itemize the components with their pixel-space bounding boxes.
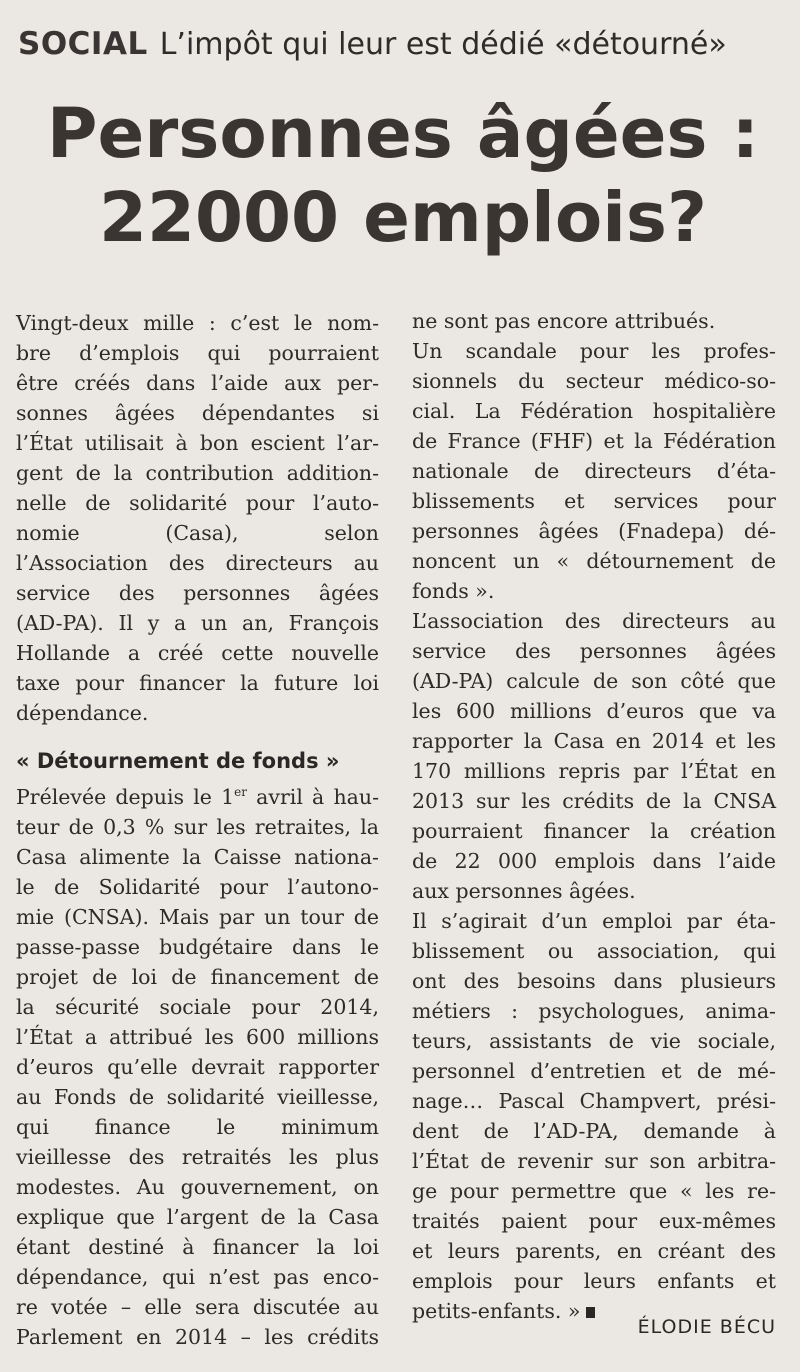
text-line: (AD-PA). Il y a un an, François bbox=[16, 611, 379, 635]
text-line: nomie (Casa), selon bbox=[16, 521, 379, 545]
text-line: taxe pour financer la future loi bbox=[16, 671, 379, 695]
text-line: rapporter la Casa en 2014 et les bbox=[412, 729, 776, 753]
text-line: projet de loi de financement de bbox=[16, 965, 379, 989]
text-line: teurs, assistants de vie sociale, bbox=[412, 1029, 776, 1053]
text-line: sonnes âgées dépendantes si bbox=[16, 401, 379, 425]
text-line: explique que l’argent de la Casa bbox=[16, 1205, 379, 1229]
text-line: personnes âgées (Fnadepa) dé- bbox=[412, 519, 776, 543]
text-line: l’État utilisait à bon escient l’ar- bbox=[16, 431, 379, 455]
text-line: vieillesse des retraités les plus bbox=[16, 1145, 379, 1169]
text-line: re votée – elle sera discutée au bbox=[16, 1295, 379, 1319]
body-paragraph bbox=[412, 336, 776, 606]
continuation-paragraph bbox=[412, 306, 776, 336]
text-line: Casa alimente la Caisse nationa- bbox=[16, 845, 379, 869]
text-line: nelle de solidarité pour l’auto- bbox=[16, 491, 379, 515]
text-line: et leurs parents, en créant des bbox=[412, 1239, 776, 1263]
text-line: nationale de directeurs d’éta- bbox=[412, 459, 776, 483]
author-byline: ÉLODIE BÉCU bbox=[637, 1316, 776, 1338]
text-line: sionnels du secteur médico-so- bbox=[412, 369, 776, 393]
text-line: personnel d’entretien et de mé- bbox=[412, 1059, 776, 1083]
end-of-article-mark bbox=[586, 1307, 595, 1318]
text-line: ge pour permettre que « les re- bbox=[412, 1179, 776, 1203]
text-line: l’Association des directeurs au bbox=[16, 551, 379, 575]
right-column bbox=[412, 306, 776, 1326]
section-rubric: SOCIAL bbox=[18, 26, 148, 62]
text-line: les 600 millions d’euros que va bbox=[412, 699, 776, 723]
text-line: passe-passe budgétaire dans le bbox=[16, 935, 379, 959]
text-line: bre d’emplois qui pourraient bbox=[16, 341, 379, 365]
text-line: 2013 sur les crédits de la CNSA bbox=[412, 789, 776, 813]
text-line: blissement ou association, qui bbox=[412, 939, 776, 963]
ordinal-superscript: er bbox=[234, 785, 247, 800]
left-column bbox=[16, 308, 379, 1352]
text-line: emplois pour leurs enfants et bbox=[412, 1269, 776, 1293]
text-line: noncent un « détournement de bbox=[412, 549, 776, 573]
subheading: « Détournement de fonds » bbox=[16, 749, 340, 773]
body-paragraph bbox=[412, 606, 776, 906]
text-line: dépendance, qui n’est pas enco- bbox=[16, 1265, 379, 1289]
text-line: Un scandale pour les profes- bbox=[412, 339, 776, 363]
intro-paragraph bbox=[16, 308, 379, 728]
text-line: Parlement en 2014 – les crédits bbox=[16, 1325, 379, 1349]
text-line: dent de l’AD-PA, demande à bbox=[412, 1119, 776, 1143]
text-line: le de Solidarité pour l’autono- bbox=[16, 875, 379, 899]
text-line: Il s’agirait d’un emploi par éta- bbox=[412, 909, 776, 933]
text-line: être créés dans l’aide aux per- bbox=[16, 371, 379, 395]
headline-line-1: Personnes âgées : bbox=[46, 94, 760, 174]
text-line: l’État de revenir sur son arbitra- bbox=[412, 1149, 776, 1173]
article-deck: L’impôt qui leur est dédié «détourné» bbox=[159, 27, 727, 62]
text-fragment: petits-enfants. » bbox=[412, 1299, 581, 1323]
text-line: Vingt-deux mille : c’est le nom- bbox=[16, 311, 379, 335]
text-line-with-superscript bbox=[16, 782, 379, 812]
text-line: gent de la contribution addition- bbox=[16, 461, 379, 485]
text-line: ont des besoins dans plusieurs bbox=[412, 969, 776, 993]
text-line: étant destiné à financer la loi bbox=[16, 1235, 379, 1259]
text-line: blissements et services pour bbox=[412, 489, 776, 513]
text-line: cial. La Fédération hospitalière bbox=[412, 399, 776, 423]
text-line: teur de 0,3 % sur les retraites, la bbox=[16, 815, 379, 839]
text-line: modestes. Au gouvernement, on bbox=[16, 1175, 379, 1199]
headline-line-2: 22000 emplois? bbox=[99, 178, 707, 258]
text-line: métiers : psychologues, anima- bbox=[412, 999, 776, 1023]
text-fragment: avril à hau- bbox=[247, 785, 379, 809]
text-line: d’euros qu’elle devrait rapporter bbox=[16, 1055, 379, 1079]
text-line: mie (CNSA). Mais par un tour de bbox=[16, 905, 379, 929]
text-line: L’association des directeurs au bbox=[412, 609, 776, 633]
text-line: de 22 000 emplois dans l’aide bbox=[412, 849, 776, 873]
body-paragraph bbox=[16, 782, 379, 1352]
text-line: qui finance le minimum bbox=[16, 1115, 379, 1139]
text-line: (AD-PA) calcule de son côté que bbox=[412, 669, 776, 693]
text-line: service des personnes âgées bbox=[16, 581, 379, 605]
headline bbox=[18, 92, 788, 260]
text-line: au Fonds de solidarité vieillesse, bbox=[16, 1085, 379, 1109]
text-line: fonds ». bbox=[412, 579, 495, 603]
text-fragment: Prélevée depuis le 1 bbox=[16, 785, 235, 809]
text-line: traités paient pour eux-mêmes bbox=[412, 1209, 776, 1233]
body-paragraph bbox=[412, 906, 776, 1326]
text-line: ne sont pas encore attribués. bbox=[412, 309, 716, 333]
text-line: service des personnes âgées bbox=[412, 639, 776, 663]
text-line: l’État a attribué les 600 millions bbox=[16, 1025, 379, 1049]
kicker bbox=[18, 26, 790, 62]
text-line: 170 millions repris par l’État en bbox=[412, 759, 776, 783]
text-line: Hollande a créé cette nouvelle bbox=[16, 641, 379, 665]
text-line: de France (FHF) et la Fédération bbox=[412, 429, 776, 453]
text-line: aux personnes âgées. bbox=[412, 879, 636, 903]
text-line: dépendance. bbox=[16, 701, 149, 725]
text-line: nage… Pascal Champvert, prési- bbox=[412, 1089, 776, 1113]
text-line: pourraient financer la création bbox=[412, 819, 776, 843]
text-line: la sécurité sociale pour 2014, bbox=[16, 995, 379, 1019]
